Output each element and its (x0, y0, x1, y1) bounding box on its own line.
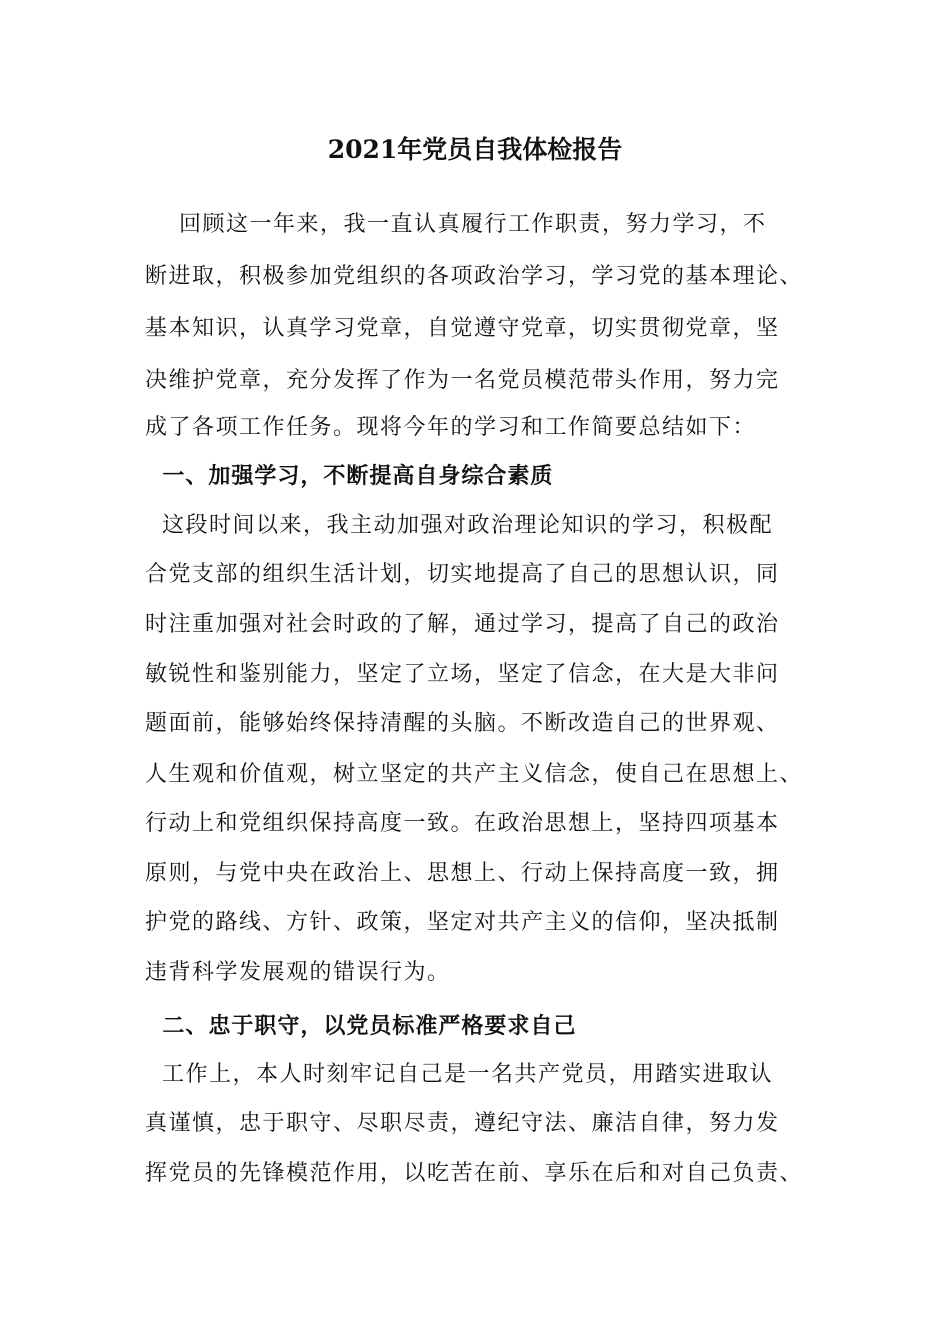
paragraph-line: 题面前，能够始终保持清醒的头脑。不断改造自己的世界观、 (145, 711, 780, 736)
paragraph-line: 成了各项工作任务。现将今年的学习和工作简要总结如下： (145, 415, 757, 440)
paragraph-line: 合党支部的组织生活计划，切实地提高了自己的思想认识，同 (145, 562, 780, 587)
paragraph-line: 决维护党章，充分发挥了作为一名党员模范带头作用，努力完 (145, 368, 780, 393)
paragraph-line: 挥党员的先锋模范作用，以吃苦在前、享乐在后和对自己负责、 (145, 1161, 804, 1186)
paragraph-line: 回顾这一年来，我一直认真履行工作职责，努力学习，不 (145, 212, 767, 237)
section-heading-1: 一、加强学习，不断提高自身综合素质 (145, 463, 554, 489)
paragraph-line: 违背科学发展观的错误行为。 (145, 960, 451, 985)
document-title: 2021年党员自我体检报告 (327, 135, 623, 164)
paragraph-line: 这段时间以来，我主动加强对政治理论知识的学习，积极配 (145, 513, 773, 538)
paragraph-line: 行动上和党组织保持高度一致。在政治思想上，坚持四项基本 (145, 811, 780, 836)
paragraph-line: 基本知识，认真学习党章，自觉遵守党章，切实贯彻党章，坚 (145, 316, 780, 341)
paragraph-line: 护党的路线、方针、政策，坚定对共产主义的信仰，坚决抵制 (145, 910, 780, 935)
paragraph-line: 时注重加强对社会时政的了解，通过学习，提高了自己的政治 (145, 612, 780, 637)
paragraph-line: 工作上，本人时刻牢记自己是一名共产党员，用踏实进取认 (145, 1062, 773, 1087)
paragraph-line: 真谨慎，忠于职守、尽职尽责，遵纪守法、廉洁自律，努力发 (145, 1111, 780, 1136)
paragraph-line: 断进取，积极参加党组织的各项政治学习，学习党的基本理论、 (145, 264, 804, 289)
section-heading-2: 二、忠于职守，以党员标准严格要求自己 (145, 1013, 577, 1039)
paragraph-line: 人生观和价值观，树立坚定的共产主义信念，使自己在思想上、 (145, 762, 804, 787)
paragraph-line: 敏锐性和鉴别能力，坚定了立场，坚定了信念，在大是大非问 (145, 662, 780, 687)
paragraph-line: 原则，与党中央在政治上、思想上、行动上保持高度一致，拥 (145, 861, 780, 886)
